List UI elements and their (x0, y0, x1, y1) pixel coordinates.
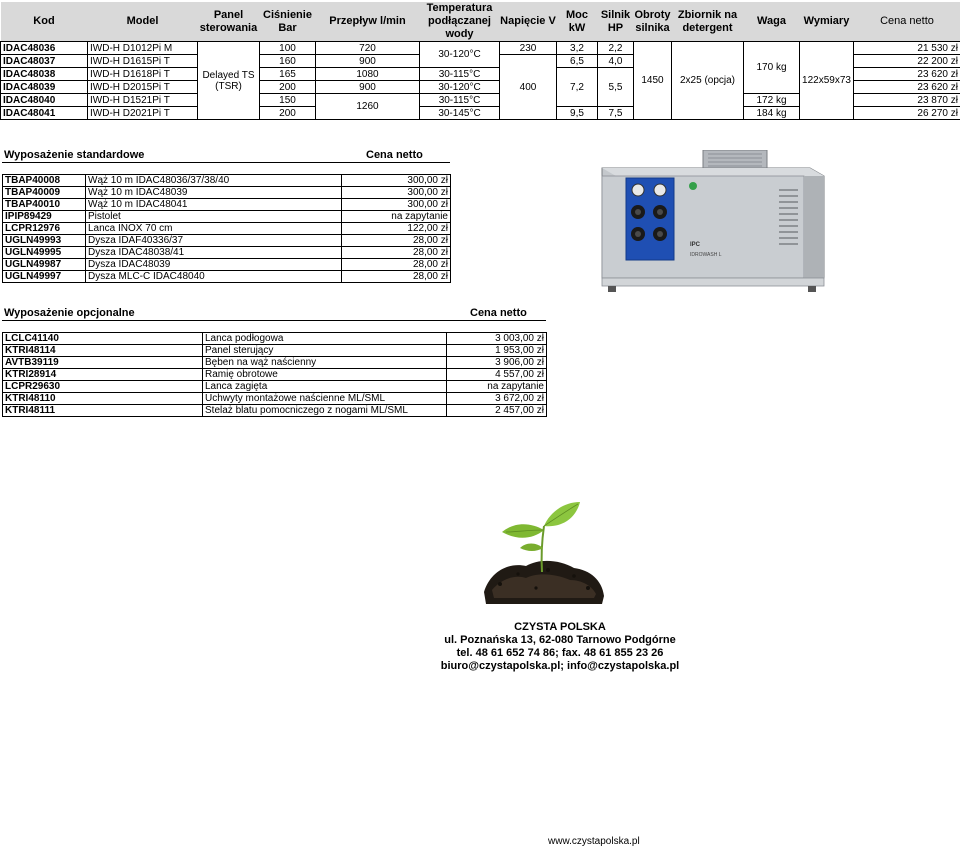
list-item (3, 259, 451, 271)
item-price: 3 003,00 zł (447, 333, 547, 345)
item-price: 3 672,00 zł (447, 393, 547, 405)
pressure-washer-image (598, 150, 830, 300)
item-name: Dysza IDAC48039 (86, 259, 342, 271)
item-code: TBAP40008 (3, 175, 86, 187)
optional-equipment-title: Wyposażenie opcjonalne (4, 307, 135, 319)
item-code: KTRI48114 (3, 345, 203, 357)
list-item (3, 381, 547, 393)
cell-temperatura: 30-145°C (420, 107, 500, 120)
item-price: 2 457,00 zł (447, 405, 547, 417)
item-name: Lanca podłogowa (203, 333, 447, 345)
item-name: Bęben na wąż naścienny (203, 357, 447, 369)
cell-cisnienie: 150 (260, 94, 316, 107)
item-price: 1 953,00 zł (447, 345, 547, 357)
cell-cena: 23 620 zł (854, 81, 960, 94)
item-code: UGLN49993 (3, 235, 86, 247)
item-code: UGLN49995 (3, 247, 86, 259)
cell-silnik: 7,5 (598, 107, 634, 120)
cell-model: IWD-H D1012Pi M (88, 42, 198, 55)
header-temperatura: Temperatura podłączanej wody (420, 2, 500, 42)
machine-brand-label: IPC (690, 242, 701, 248)
standard-equipment-table (2, 174, 451, 283)
cell-kod: IDAC48037 (1, 55, 88, 68)
cell-waga: 172 kg (744, 94, 800, 107)
cell-przeplyw: 900 (316, 55, 420, 68)
list-item (3, 369, 547, 381)
cell-napiecie: 400 (500, 55, 557, 120)
cell-przeplyw: 1080 (316, 68, 420, 81)
list-item (3, 393, 547, 405)
item-name: Wąż 10 m IDAC48039 (86, 187, 342, 199)
item-price: na zapytanie (447, 381, 547, 393)
cell-przeplyw: 1260 (316, 94, 420, 120)
header-moc: Moc kW (557, 2, 598, 42)
cell-kod: IDAC48039 (1, 81, 88, 94)
item-code: TBAP40009 (3, 187, 86, 199)
header-obroty: Obroty silnika (634, 2, 672, 42)
item-price: 28,00 zł (342, 271, 451, 283)
item-code: KTRI28914 (3, 369, 203, 381)
cell-silnik: 2,2 (598, 42, 634, 55)
cell-cisnienie: 200 (260, 81, 316, 94)
cell-temperatura: 30-120°C (420, 81, 500, 94)
item-name: Stelaż blatu pomocniczego z nogami ML/SML (203, 405, 447, 417)
item-code: LCLC41140 (3, 333, 203, 345)
cell-waga: 184 kg (744, 107, 800, 120)
cell-cisnienie: 200 (260, 107, 316, 120)
item-code: UGLN49987 (3, 259, 86, 271)
standard-price-header: Cena netto (366, 149, 423, 161)
cell-panel: Delayed TS (TSR) (198, 42, 260, 120)
item-name: Lanca INOX 70 cm (86, 223, 342, 235)
cell-kod: IDAC48040 (1, 94, 88, 107)
table-row (1, 42, 960, 55)
cell-moc: 9,5 (557, 107, 598, 120)
item-name: Uchwyty montażowe naścienne ML/SML (203, 393, 447, 405)
list-item (3, 211, 451, 223)
item-price: 28,00 zł (342, 247, 451, 259)
machine-model-label: IDROWASH L (690, 252, 722, 258)
company-address: ul. Poznańska 13, 62-080 Tarnowo Podgórne (444, 634, 676, 646)
company-info (360, 621, 760, 673)
item-name: Ramię obrotowe (203, 369, 447, 381)
list-item (3, 247, 451, 259)
table-header-row (1, 2, 960, 42)
item-name: Wąż 10 m IDAC48036/37/38/40 (86, 175, 342, 187)
item-price: 300,00 zł (342, 199, 451, 211)
list-item (3, 235, 451, 247)
cell-przeplyw: 720 (316, 42, 420, 55)
cell-cena: 26 270 zł (854, 107, 960, 120)
cell-model: IWD-H D1618Pi T (88, 68, 198, 81)
item-name: Dysza MLC-C IDAC48040 (86, 271, 342, 283)
item-code: LCPR29630 (3, 381, 203, 393)
cell-przeplyw: 900 (316, 81, 420, 94)
item-name: Wąż 10 m IDAC48041 (86, 199, 342, 211)
seedling-in-soil-image (478, 488, 608, 608)
list-item (3, 223, 451, 235)
header-przeplyw: Przepływ l/min (316, 2, 420, 42)
optional-equipment-table (2, 332, 547, 417)
item-code: UGLN49997 (3, 271, 86, 283)
company-email[interactable]: biuro@czystapolska.pl; info@czystapolska.pl (440, 660, 680, 672)
cell-moc: 7,2 (557, 68, 598, 107)
header-cena: Cena netto (854, 2, 960, 42)
item-code: IPIP89429 (3, 211, 86, 223)
header-model: Model (88, 2, 198, 42)
list-item (3, 187, 451, 199)
cell-cisnienie: 165 (260, 68, 316, 81)
cell-napiecie: 230 (500, 42, 557, 55)
item-code: KTRI48110 (3, 393, 203, 405)
list-item (3, 357, 547, 369)
cell-cena: 21 530 zł (854, 42, 960, 55)
cell-cisnienie: 100 (260, 42, 316, 55)
item-price: 28,00 zł (342, 235, 451, 247)
header-wymiary: Wymiary (800, 2, 854, 42)
optional-title-underline (2, 320, 546, 321)
header-panel: Panel sterowania (198, 2, 260, 42)
item-code: TBAP40010 (3, 199, 86, 211)
standard-equipment-title: Wyposażenie standardowe (4, 149, 145, 161)
header-silnik: Silnik HP (598, 2, 634, 42)
item-price: na zapytanie (342, 211, 451, 223)
cell-model: IWD-H D1521Pi T (88, 94, 198, 107)
cell-zbiornik: 2x25 (opcja) (672, 42, 744, 120)
list-item (3, 175, 451, 187)
cell-kod: IDAC48041 (1, 107, 88, 120)
cell-cena: 22 200 zł (854, 55, 960, 68)
cell-model: IWD-H D1615Pi T (88, 55, 198, 68)
item-price: 28,00 zł (342, 259, 451, 271)
header-cisnienie: Ciśnienie Bar (260, 2, 316, 42)
cell-waga: 170 kg (744, 42, 800, 94)
item-code: AVTB39119 (3, 357, 203, 369)
cell-cena: 23 870 zł (854, 94, 960, 107)
cell-moc: 3,2 (557, 42, 598, 55)
item-price: 300,00 zł (342, 187, 451, 199)
item-name: Lanca zagięta (203, 381, 447, 393)
cell-cisnienie: 160 (260, 55, 316, 68)
list-item (3, 333, 547, 345)
item-price: 4 557,00 zł (447, 369, 547, 381)
item-code: LCPR12976 (3, 223, 86, 235)
cell-silnik: 5,5 (598, 68, 634, 107)
item-name: Panel sterujący (203, 345, 447, 357)
list-item (3, 405, 547, 417)
cell-moc: 6,5 (557, 55, 598, 68)
item-price: 300,00 zł (342, 175, 451, 187)
website-link[interactable]: www.czystapolska.pl (548, 836, 640, 847)
standard-title-underline (2, 162, 450, 163)
cell-model: IWD-H D2015Pi T (88, 81, 198, 94)
item-name: Pistolet (86, 211, 342, 223)
cell-cena: 23 620 zł (854, 68, 960, 81)
header-zbiornik: Zbiornik na detergent (672, 2, 744, 42)
cell-model: IWD-H D2021Pi T (88, 107, 198, 120)
list-item (3, 271, 451, 283)
item-price: 122,00 zł (342, 223, 451, 235)
cell-kod: IDAC48038 (1, 68, 88, 81)
cell-silnik: 4,0 (598, 55, 634, 68)
item-name: Dysza IDAF40336/37 (86, 235, 342, 247)
header-kod: Kod (1, 2, 88, 42)
header-waga: Waga (744, 2, 800, 42)
cell-wymiary: 122x59x73 (800, 42, 854, 120)
company-name: CZYSTA POLSKA (514, 621, 606, 633)
header-napiecie: Napięcie V (500, 2, 557, 42)
optional-price-header: Cena netto (470, 307, 527, 319)
cell-temperatura: 30-120°C (420, 42, 500, 68)
cell-temperatura: 30-115°C (420, 94, 500, 107)
cell-kod: IDAC48036 (1, 42, 88, 55)
specification-table (0, 2, 960, 120)
list-item (3, 199, 451, 211)
item-code: KTRI48111 (3, 405, 203, 417)
cell-obroty: 1450 (634, 42, 672, 120)
item-name: Dysza IDAC48038/41 (86, 247, 342, 259)
cell-temperatura: 30-115°C (420, 68, 500, 81)
company-phone: tel. 48 61 652 74 86; fax. 48 61 855 23 26 (456, 647, 664, 659)
item-price: 3 906,00 zł (447, 357, 547, 369)
list-item (3, 345, 547, 357)
